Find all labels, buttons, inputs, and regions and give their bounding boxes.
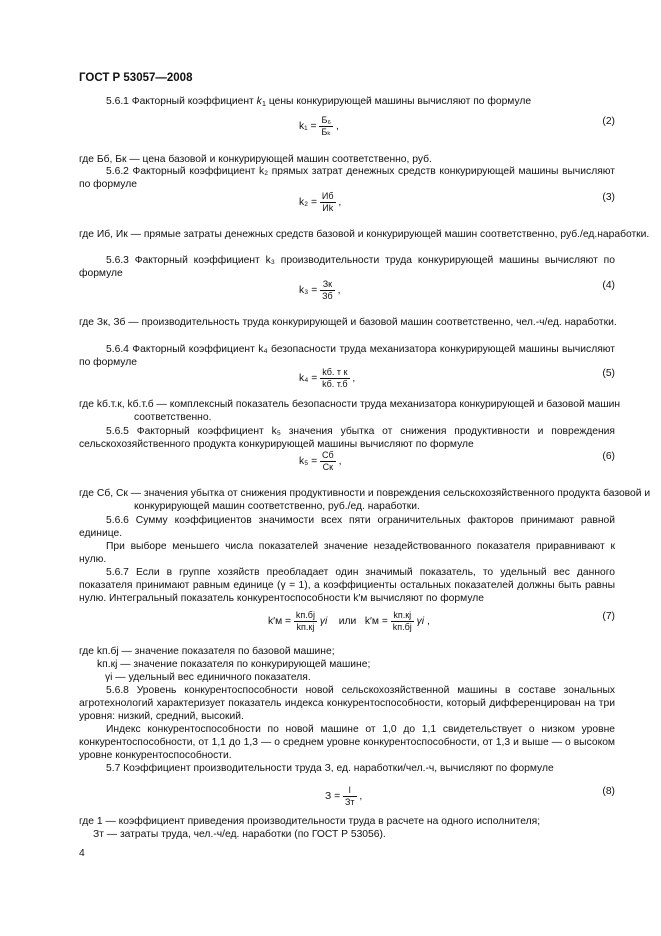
para-5-6-6b: При выборе меньшего числа показателей значение незадействованного показателя приравнивают к нулю. [79,541,615,565]
where-4: где Зк, Зб — производительность труда конкурирующей и базовой машин соответственно, чел.-ч/ед. наработки. [79,317,617,328]
where-8-line2: Зт — затраты труда, чел.-ч/ед. наработки (по ГОСТ Р 53056). [93,829,386,840]
para-5-6-6: 5.6.6 Сумму коэффициентов значимости всех пяти ограничительных факторов принимают равной единице. [79,515,615,539]
eq-number-4: (4) [602,280,615,291]
where-2: где Бб, Бк — цена базовой и конкурирующей машин соответственно, руб. [79,154,432,165]
formula-4: k₃ = $\frac{Зк}{Зб}$ , [299,279,341,301]
where-3: где Иб, Ик — прямые затраты денежных средств базовой и конкурирующей машин соответственно, руб./ед.наработки. [79,229,650,240]
eq-number-8: (8) [602,786,615,797]
para-5-6-2: 5.6.2 Факторный коэффициент k₂ прямых затрат денежных средств конкурирующей машины вычисляют по формуле [79,166,615,190]
eq-number-2: (2) [602,116,615,127]
formula-7: k′м = $\frac{kп.бj}{kп.кj}$ γi или k′м = $\frac{kп.кj}{kп.бj}$ γi , [268,610,430,632]
para-5-6-7: 5.6.7 Если в группе хозяйств преобладает один значимый показатель, то удельный вес данного показателя принимают равным единице (γ = 1), а коэффициенты остальных показателей должны быть равны нулю. Интегральный показатель конкурентоспособности k′м вычисляют по формуле [79,567,615,604]
where-6: где Сб, Ск — значения убытка от снижения продуктивности и повреждения сельскохозяйственного продукта базовой и конкурирующей машин соответственно, руб./ед. наработки. [79,488,651,512]
eq-number-7: (7) [602,611,615,622]
formula-8: З = $\frac{l}{Зт}$ , [325,785,363,807]
para-5-6-8b: Индекс конкурентоспособности по новой машине от 1,0 до 1,1 свидетельствует о низком уровне конкурентоспособности, от 1,1 до 1,3 — о среднем уровне конкурентоспособности, от 1,3 и выше — о высоком уровне конкурентоспособности. [79,724,615,761]
formula-2: k₁ = $\frac{\text{Б₆}}{\text{Бₖ}}$ , [299,115,339,137]
where-5: где kб.т.к, kб.т.б — комплексный показатель безопасности труда механизатора конкурирующей и базовой машин соответственно. [79,399,621,423]
page-number: 4 [79,848,85,859]
formula-3: k₂ = $\frac{Иб}{Иk}$ , [299,191,342,213]
eq-number-5: (5) [602,368,615,379]
where-8-line1: где 1 — коэффициент приведения производительности труда в расчете на одного исполнителя; [79,816,541,827]
where-7-line1: где kп.бj — значение показателя по базовой машине; [79,646,335,657]
para-5-6-4: 5.6.4 Факторный коэффициент k₄ безопасности труда механизатора конкурирующей машины вычисляют по формуле [79,344,615,368]
para-5-6-5: 5.6.5 Факторный коэффициент k₅ значения убытка от снижения продуктивности и повреждения сельскохозяйственного продукта конкурирующей машины вычисляют по формуле [79,426,615,450]
para-5-7: 5.7 Коэффициент производительности труда З, ед. наработки/чел.-ч, вычисляют по формуле [106,763,554,774]
formula-5: k₄ = $\frac{\text{kб. т к}}{kб. т.б}$ , [299,367,356,389]
para-5-6-8: 5.6.8 Уровень конкурентоспособности новой сельскохозяйственной машины в составе зональных агротехнологий характеризует показатель индекса конкурентоспособности, который дифференцирован на три уровня: низкий, средний, высокий. [79,685,615,722]
para-5-6-3: 5.6.3 Факторный коэффициент k₃ производительности труда конкурирующей машины вычисляют по формуле [79,255,615,279]
para-5-6-1: 5.6.1 Факторный коэффициент $k_1$ цены конкурирующей машины вычисляют по формуле [106,96,532,108]
page-header: ГОСТ Р 53057—2008 [79,72,193,84]
where-7-line3: γi — удельный вес единичного показателя. [105,672,311,683]
formula-6: k₅ = $\frac{Сб}{Ск}$ , [299,450,342,472]
where-7-line2: kп.кj — значение показателя по конкурирующей машине; [97,659,371,670]
eq-number-3: (3) [602,192,615,203]
eq-number-6: (6) [602,451,615,462]
